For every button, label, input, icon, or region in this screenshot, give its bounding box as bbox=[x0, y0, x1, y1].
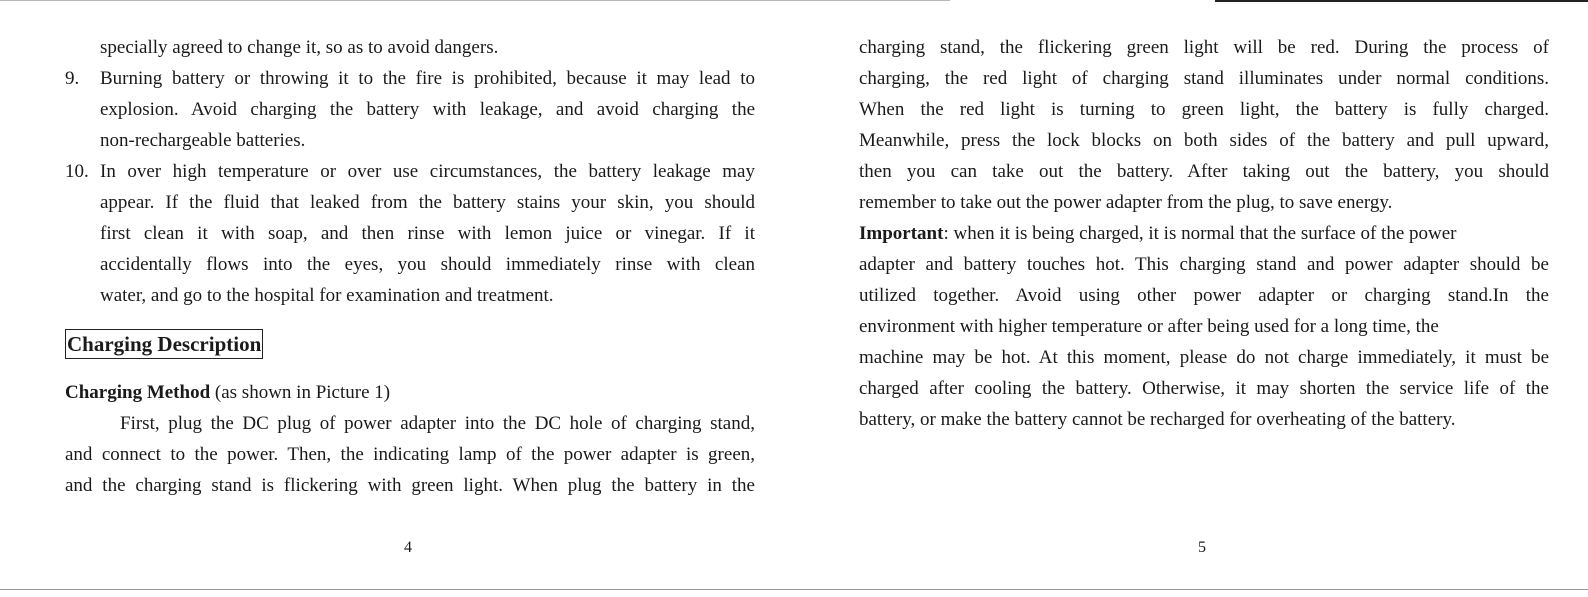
list-item-10-line-2: appear. If the fluid that leaked from the battery stains your skin, you should bbox=[100, 192, 755, 213]
charging-method-title: Charging Method bbox=[65, 382, 211, 403]
list-item-10 bbox=[65, 156, 755, 311]
method-line-3: and the charging stand is flickering with green light. When plug the battery in the bbox=[65, 475, 755, 496]
list-item-10-line-4: accidentally flows into the eyes, you should immediately rinse with clean bbox=[100, 254, 755, 275]
intro-line: specially agreed to change it, so as to avoid dangers. bbox=[100, 37, 499, 58]
list-number-9: 9. bbox=[65, 68, 80, 89]
important-line-2: adapter and battery touches hot. This charging stand and power adapter should be bbox=[859, 254, 1549, 275]
page-number-right: 5 bbox=[1198, 539, 1206, 556]
important-line bbox=[859, 218, 1549, 249]
important-first-text: : when it is being charged, it is normal that the surface of the power bbox=[943, 223, 1457, 244]
important-label: Important bbox=[859, 223, 944, 244]
important-line-5: machine may be hot. At this moment, please do not charge immediately, it must be bbox=[859, 347, 1549, 368]
method-line-2: and connect to the power. Then, the indicating lamp of the power adapter is green, bbox=[65, 444, 755, 465]
page-number-left: 4 bbox=[404, 539, 412, 556]
right-page bbox=[859, 32, 1549, 435]
scan-edge-bottom bbox=[0, 589, 1588, 590]
right-line-4: Meanwhile, press the lock blocks on both sides of the battery and pull upward, bbox=[859, 130, 1549, 151]
list-item-9-line-3: non-rechargeable batteries. bbox=[100, 130, 306, 151]
method-line-1: First, plug the DC plug of power adapter into the DC hole of charging stand, bbox=[120, 413, 755, 434]
list-item-9-line-1: Burning battery or throwing it to the fire is prohibited, because it may lead to bbox=[100, 68, 755, 89]
list-item-10-line-5: water, and go to the hospital for examination and treatment. bbox=[100, 285, 554, 306]
right-line-3: When the red light is turning to green light, the battery is fully charged. bbox=[859, 99, 1549, 120]
list-item-10-line-1: In over high temperature or over use circumstances, the battery leakage may bbox=[100, 161, 755, 182]
right-line-6: remember to take out the power adapter from the plug, to save energy. bbox=[859, 192, 1393, 213]
important-line-4: environment with higher temperature or after being used for a long time, the bbox=[859, 316, 1439, 337]
right-line-5: then you can take out the battery. After taking out the battery, you should bbox=[859, 161, 1549, 182]
list-number-10: 10. bbox=[65, 161, 89, 182]
charging-method-note: (as shown in Picture 1) bbox=[210, 382, 391, 403]
important-line-7: battery, or make the battery cannot be recharged for overheating of the battery. bbox=[859, 409, 1456, 430]
right-line-2: charging, the red light of charging stand illuminates under normal conditions. bbox=[859, 68, 1549, 89]
list-item-10-line-3: first clean it with soap, and then rinse with lemon juice or vinegar. If it bbox=[100, 223, 755, 244]
important-line-6: charged after cooling the battery. Otherwise, it may shorten the service life of the bbox=[859, 378, 1549, 399]
charging-method-title-line bbox=[65, 377, 755, 408]
section-heading: Charging Description bbox=[65, 329, 263, 359]
right-line-1: charging stand, the flickering green light will be red. During the process of bbox=[859, 37, 1549, 58]
list-item-9-line-2: explosion. Avoid charging the battery with leakage, and avoid charging the bbox=[100, 99, 755, 120]
important-line-3: utilized together. Avoid using other power adapter or charging stand.In the bbox=[859, 285, 1549, 306]
scan-edge-top-right bbox=[1215, 0, 1588, 2]
left-page bbox=[65, 32, 755, 501]
scan-edge-top-left bbox=[0, 0, 950, 1]
list-item-9 bbox=[65, 63, 755, 156]
